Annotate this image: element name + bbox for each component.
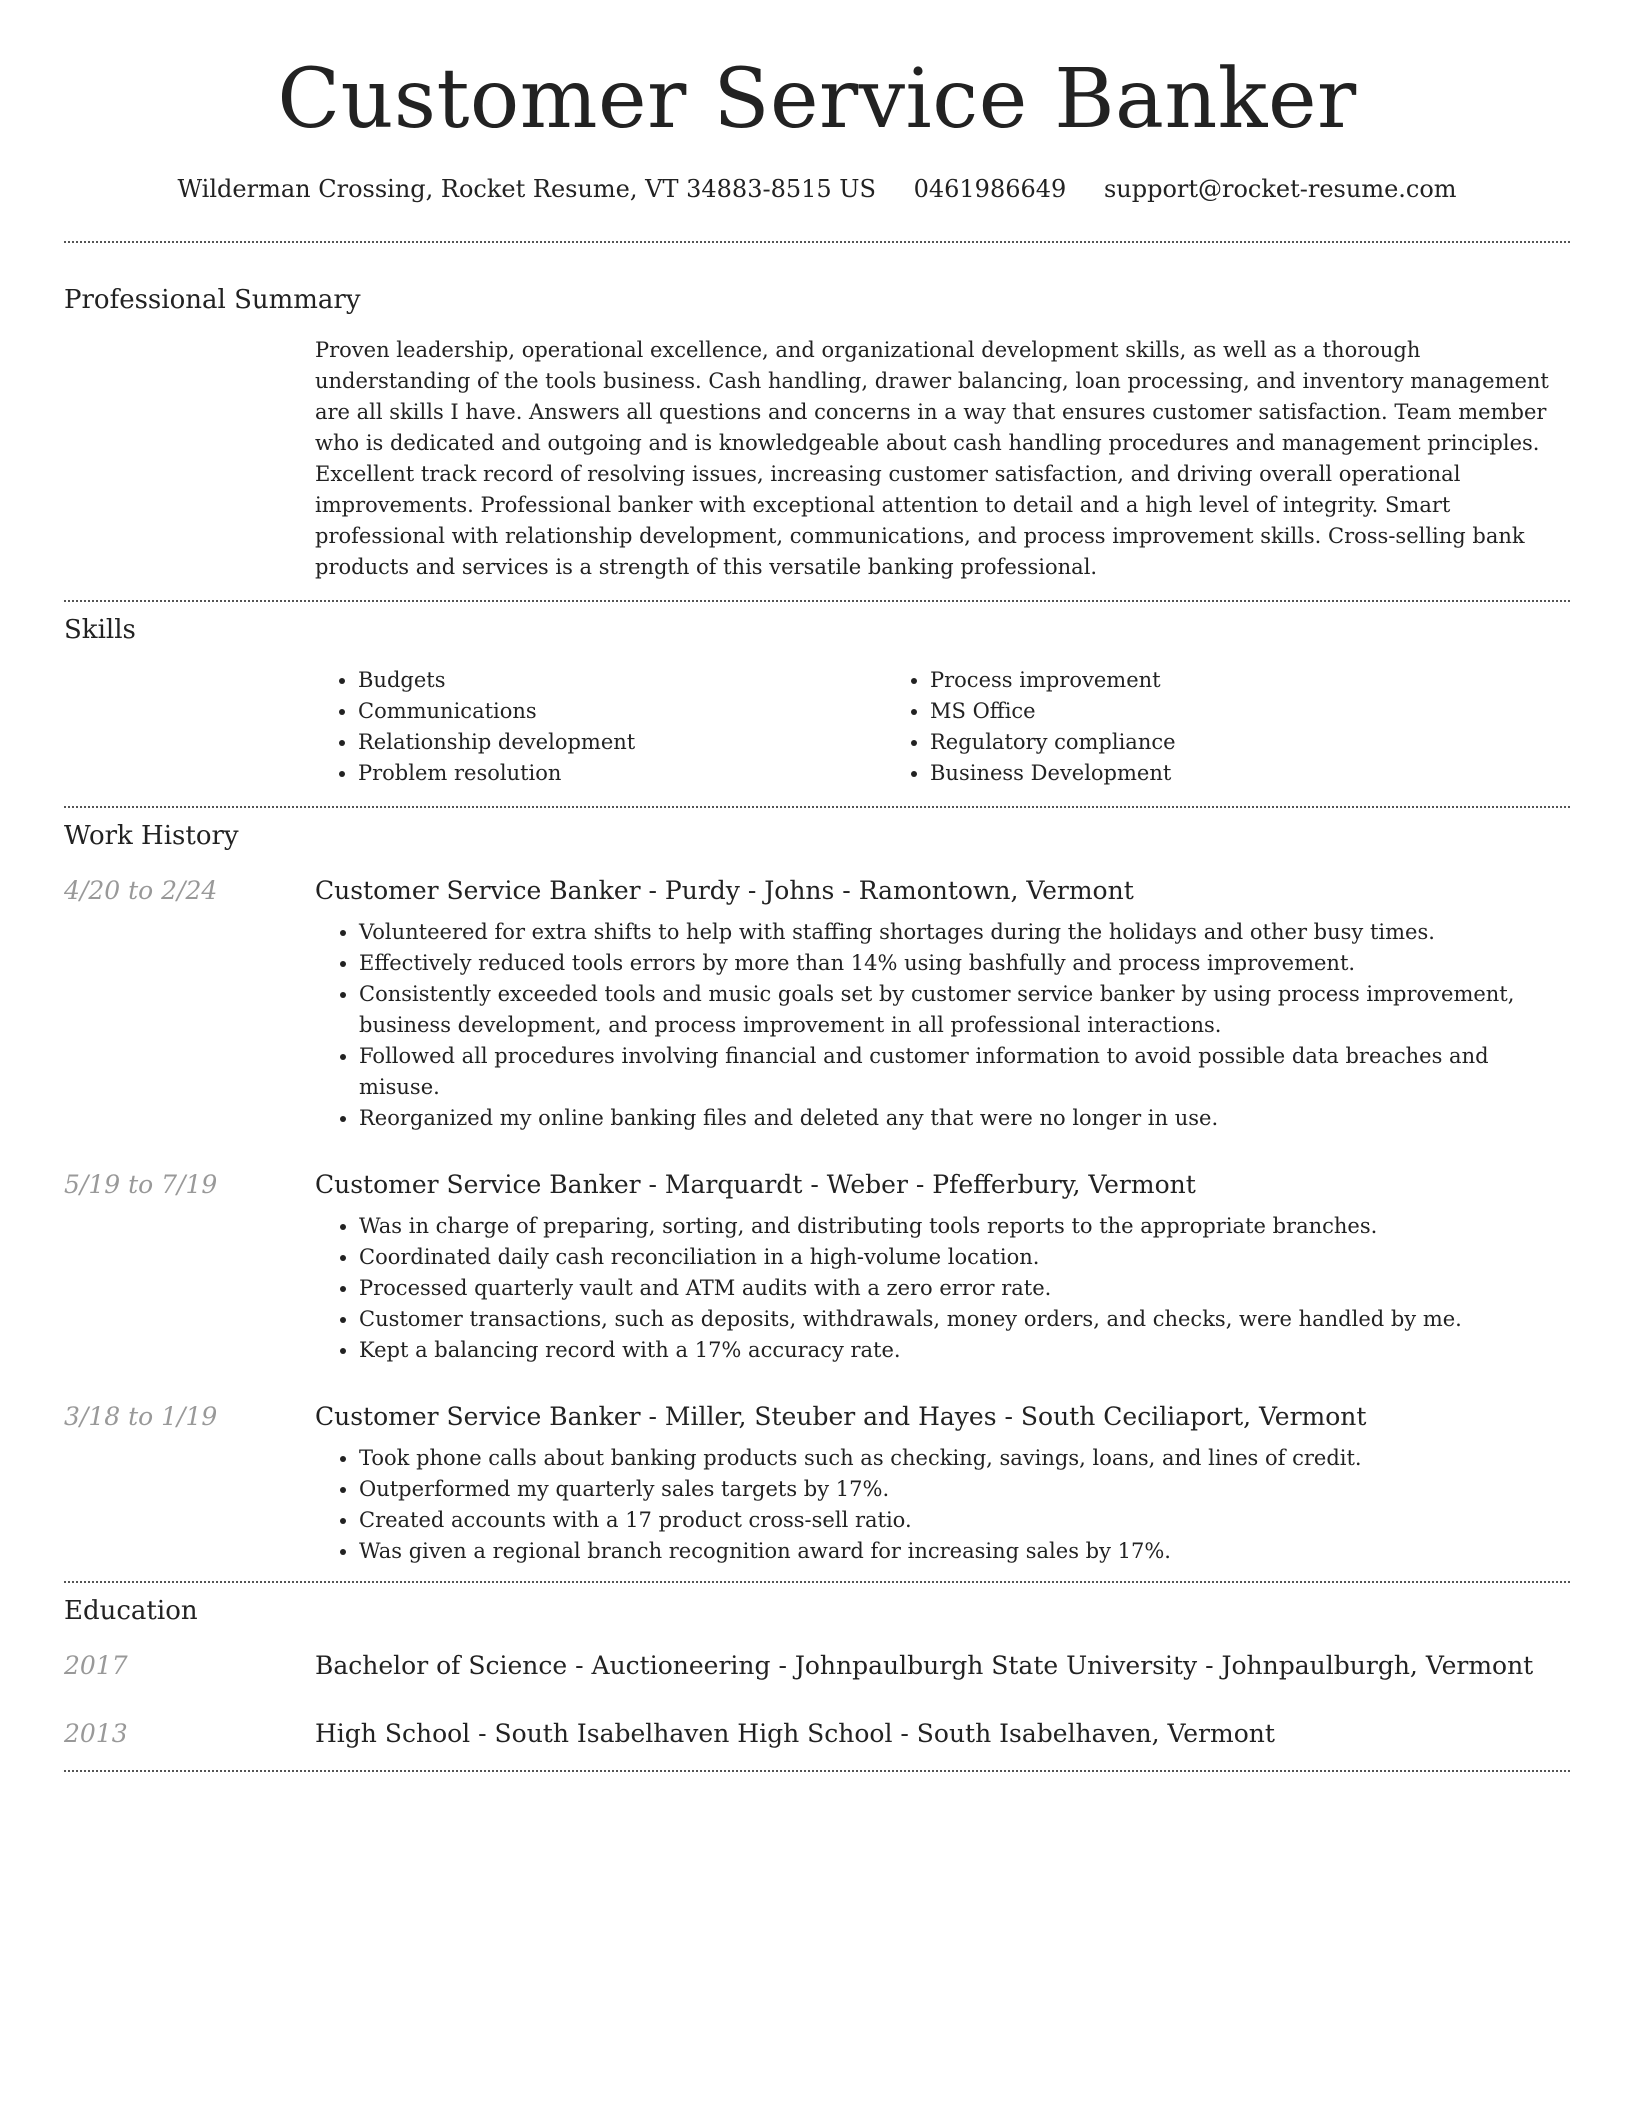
education-entry <box>64 1716 1570 1752</box>
skill-item: • Relationship development <box>358 727 887 758</box>
work-heading: Work History <box>64 821 239 851</box>
job-entry <box>64 873 1570 1134</box>
education-details: High School - South Isabelhaven High School - South Isabelhaven, Vermont <box>315 1719 1275 1748</box>
skill-item: • Communications <box>358 696 887 727</box>
skill-item: • Problem resolution <box>358 758 887 789</box>
job-bullet: • Kept a balancing record with a 17% accuracy rate. <box>359 1335 1570 1366</box>
job-entry <box>64 1399 1570 1567</box>
education-heading: Education <box>64 1596 198 1626</box>
job-bullet: • Processed quarterly vault and ATM audits with a zero error rate. <box>359 1273 1570 1304</box>
job-bullet: • Took phone calls about banking products such as checking, savings, loans, and lines of credit. <box>359 1443 1570 1474</box>
summary-text: Proven leadership, operational excellence, and organizational development skills, as well as a thorough understanding of the tools business. Cash handling, drawer balancing, loan processing, and inventory management are all skills I have. Answers all questions and concerns in a way that ensures customer satisfaction. Team member who is dedicated and outgoing and is knowledgeable about cash handling procedures and management principles. Excellent track record of resolving issues, increasing customer satisfaction, and driving overall operational improvements. Professional banker with exceptional attention to detail and a high level of integrity. Smart professional with relationship development, communications, and process improvement skills. Cross-selling bank products and services is a strength of this versatile banking professional. <box>315 338 1549 579</box>
job-bullet: • Volunteered for extra shifts to help with staffing shortages during the holidays and other busy times. <box>359 917 1570 948</box>
summary-heading: Professional Summary <box>64 285 361 315</box>
job-bullet: • Reorganized my online banking files and deleted any that were no longer in use. <box>359 1103 1570 1134</box>
job-bullet: • Coordinated daily cash reconciliation in a high-volume location. <box>359 1242 1570 1273</box>
contact-line <box>64 172 1570 206</box>
job-dates: 3/18 to 1/19 <box>64 1402 218 1431</box>
job-bullets <box>315 1443 1570 1567</box>
contact-address: Wilderman Crossing, Rocket Resume, VT 34883-8515 US <box>177 175 876 203</box>
skills-heading: Skills <box>64 615 136 645</box>
skill-item: • Business Development <box>930 758 1459 789</box>
job-bullet: • Followed all procedures involving financial and customer information to avoid possible data breaches and misuse. <box>359 1041 1570 1103</box>
education-entry <box>64 1648 1570 1684</box>
education-year: 2017 <box>64 1651 128 1680</box>
contact-email: support@rocket-resume.com <box>1103 175 1457 203</box>
skill-item: • Process improvement <box>930 665 1459 696</box>
skill-item: • Budgets <box>358 665 887 696</box>
work-section <box>64 808 1570 1567</box>
job-bullet: • Customer transactions, such as deposits, withdrawals, money orders, and checks, were handled by me. <box>359 1304 1570 1335</box>
job-dates: 5/19 to 7/19 <box>64 1170 218 1199</box>
contact-phone: 0461986649 <box>913 175 1067 203</box>
job-bullets <box>315 1211 1570 1366</box>
job-bullet: • Was given a regional branch recognition award for increasing sales by 17%. <box>359 1536 1570 1567</box>
job-bullet: • Created accounts with a 17 product cross-sell ratio. <box>359 1505 1570 1536</box>
skills-section <box>64 602 1570 789</box>
education-details: Bachelor of Science - Auctioneering - Johnpaulburgh State University - Johnpaulburgh, Vermont <box>315 1651 1534 1680</box>
job-bullet: • Outperformed my quarterly sales targets by 17%. <box>359 1474 1570 1505</box>
job-title: Customer Service Banker - Marquardt - Weber - Pfefferbury, Vermont <box>315 1170 1196 1199</box>
resume-page <box>64 0 1570 1772</box>
job-details <box>315 1399 1570 1567</box>
skill-item: • Regulatory compliance <box>930 727 1459 758</box>
education-section <box>64 1583 1570 1752</box>
job-bullet: • Consistently exceeded tools and music goals set by customer service banker by using process improvement, business development, and process improvement in all professional interactions. <box>359 979 1570 1041</box>
skills-list <box>315 665 1570 789</box>
job-title: Customer Service Banker - Purdy - Johns - Ramontown, Vermont <box>315 876 1134 905</box>
job-dates: 4/20 to 2/24 <box>64 876 218 905</box>
candidate-name: Customer Service Banker <box>277 52 1357 147</box>
job-details <box>315 873 1570 1134</box>
skills-column-left <box>315 665 887 789</box>
job-bullet: • Was in charge of preparing, sorting, and distributing tools reports to the appropriate branches. <box>359 1211 1570 1242</box>
skill-item: • MS Office <box>930 696 1459 727</box>
summary-section <box>64 243 1570 583</box>
education-year: 2013 <box>64 1719 128 1748</box>
job-details <box>315 1167 1570 1366</box>
divider <box>64 1770 1570 1772</box>
job-bullet: • Effectively reduced tools errors by more than 14% using bashfully and process improvement. <box>359 948 1570 979</box>
job-bullets <box>315 917 1570 1134</box>
job-title: Customer Service Banker - Miller, Steuber and Hayes - South Ceciliaport, Vermont <box>315 1402 1367 1431</box>
skills-column-right <box>887 665 1459 789</box>
job-entry <box>64 1167 1570 1366</box>
